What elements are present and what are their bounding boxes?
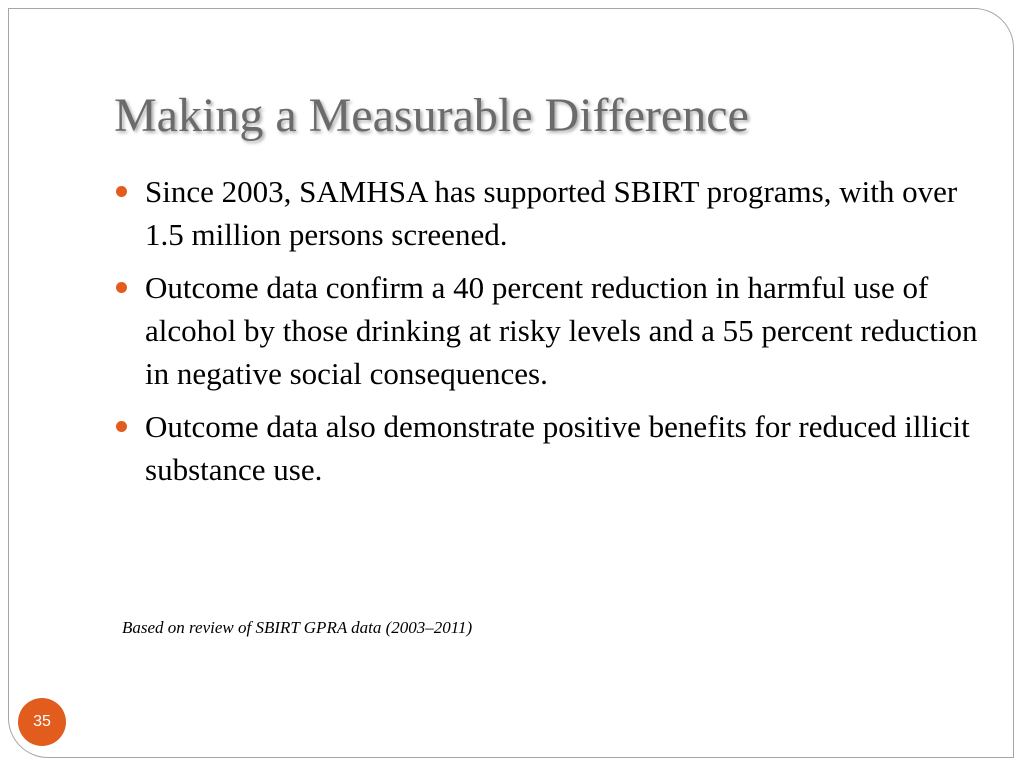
bullet-text: Outcome data confirm a 40 percent reduction in harmful use of alcohol by those drinking at risky levels and a 55 percent reduction in negative social consequences. bbox=[145, 270, 978, 391]
slide-title: Making a Measurable Difference bbox=[114, 89, 749, 142]
bullet-dot-icon bbox=[116, 186, 127, 197]
bullet-text: Since 2003, SAMHSA has supported SBIRT programs, with over 1.5 million persons screened. bbox=[145, 174, 958, 252]
bullet-item bbox=[113, 170, 983, 256]
bullet-text: Outcome data also demonstrate positive benefits for reduced illicit substance use. bbox=[145, 409, 970, 487]
bullet-list bbox=[113, 170, 983, 501]
page-number-badge: 35 bbox=[18, 698, 66, 746]
bullet-item bbox=[113, 266, 983, 395]
bullet-dot-icon bbox=[116, 421, 127, 432]
bullet-item bbox=[113, 405, 983, 491]
bullet-dot-icon bbox=[116, 282, 127, 293]
source-note: Based on review of SBIRT GPRA data (2003–2011) bbox=[122, 618, 473, 637]
